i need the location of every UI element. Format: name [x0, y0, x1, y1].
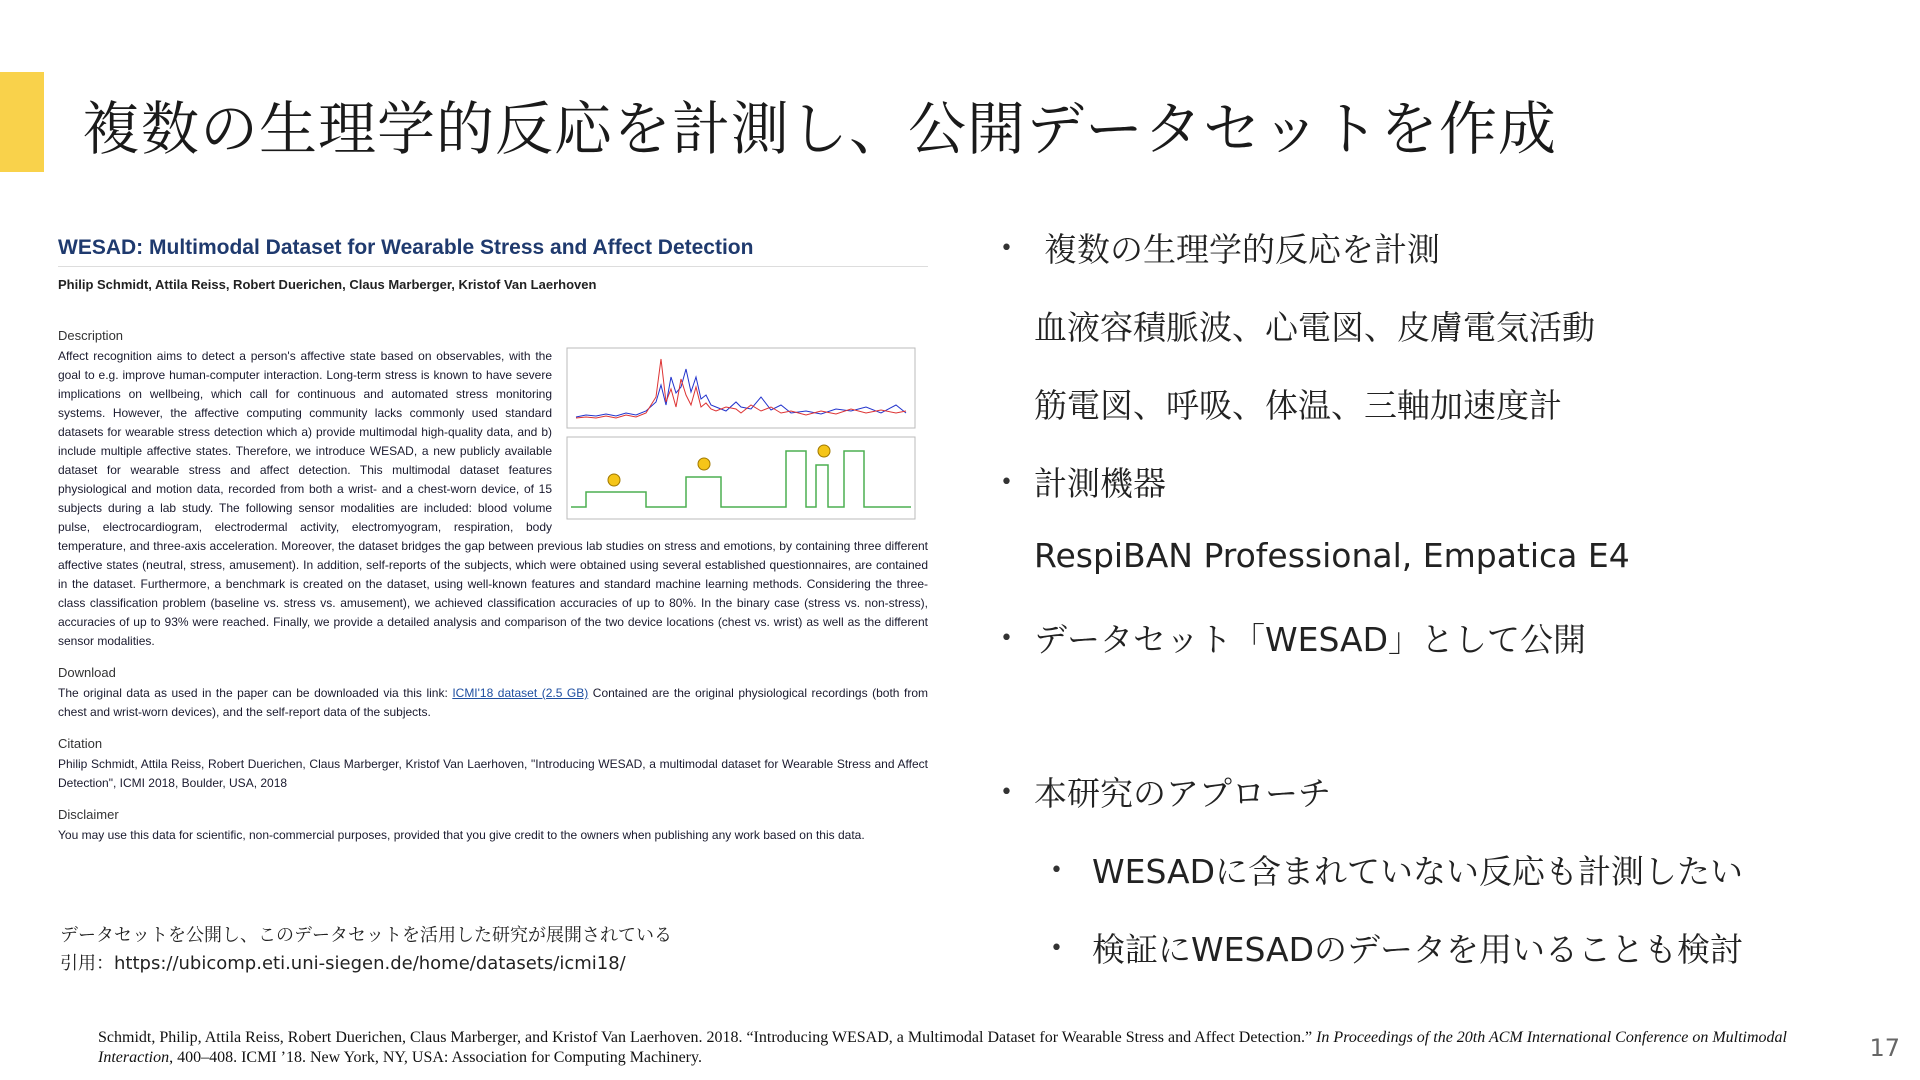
slide-title: 複数の生理学的反応を計測し、公開データセットを作成 [82, 95, 1558, 163]
bullet-approach: 本研究のアプローチ [1034, 774, 1331, 813]
bullet-dot: • [1000, 780, 1013, 805]
bullet-sub-signals-1: 血液容積脈波、心電図、皮膚電気活動 [1034, 308, 1595, 347]
title-accent-bar [0, 72, 44, 172]
bullet-sub-signals-2: 筋電図、呼吸、体温、三軸加速度計 [1034, 386, 1562, 425]
bullet-published: データセット「WESAD」として公開 [1034, 620, 1587, 659]
description-text: Affect recognition aims to detect a person's affective state based on observables, with the goal to e.g. improve human-computer interaction. Long-term stress is known to have severe implications on wellbeing, which call for continuous and automated stress monitoring systems. However, the affective computing community lacks commonly used standard datasets for wearable stress detection which a) provide multimodal high-quality data, and b) include multiple affective states. Therefore, we introduce WESAD, a new publicly available dataset for wearable stress and affect detection. This multimodal dataset features physiological and motion data, recorded from both a wrist- and a chest-worn device, of 15 subjects during a lab study. The following sensor modalities are included: blood volume pulse, electrocardiogram, electrodermal activity, electromyogram, respiration, body temperature, and three-axis acceleration. Moreover, the dataset bridges the gap between previous lab studies on stress and emotions, by containing three different affective states (neutral, stress, amusement). In addition, self-reports of the subjects, which were obtained using several established questionnaires, are contained in the dataset. Furthermore, a benchmark is created on the dataset, using well-known features and standard machine learning methods. Considering the three-class classification problem (baseline vs. stress vs. amusement), we achieved classification accuracies of up to 80%. In the binary case (stress vs. non-stress), accuracies of up to 93% were reached. Finally, we provide a detailed analysis and comparison of the two device locations (chest vs. wrist) as well as the different sensor modalities. [58, 349, 928, 648]
citation-heading: Citation [58, 736, 103, 751]
reference-footnote: Schmidt, Philip, Attila Reiss, Robert Duerichen, Claus Marberger, and Kristof Van Laerhoven. 2018. “Introducing WESAD, a Multimodal Dataset for Wearable Stress and Affect Detection.” In Proceedings of the 20th ACM International Conference on Multimodal Interaction, 400–408. ICMI ’18. New York, NY, USA: Association for Computing Machinery. [98, 1029, 1787, 1066]
wesad-webpage-screenshot [58, 236, 928, 896]
dataset-title: WESAD: Multimodal Dataset for Wearable Stress and Affect Detection [58, 236, 928, 267]
signal-plot-frame [567, 348, 915, 428]
smiley-icon [608, 474, 620, 486]
caption-line-1: データセットを公開し、このデータセットを活用した研究が展開されている [60, 925, 672, 946]
download-heading: Download [58, 665, 116, 680]
bullet-dot: • [1050, 858, 1063, 883]
disclaimer-heading: Disclaimer [58, 807, 119, 822]
download-text: The original data as used in the paper can be downloaded via this link: ICMI'18 dataset (2.5 GB) Contained are the original physiological recordings (both from chest and wrist-worn devices), and the self-report data of the subjects. [58, 686, 928, 719]
citation-text: Philip Schmidt, Attila Reiss, Robert Duerichen, Claus Marberger, Kristof Van Laerhoven, "Introducing WESAD, a multimodal dataset for Wearable Stress and Affect Detection", ICMI 2018, Boulder, USA, 2018 [58, 757, 928, 790]
bullet-measure-multiple: 複数の生理学的反応を計測 [1044, 230, 1440, 269]
stressed-face-icon [698, 458, 710, 470]
bullet-sub-devices: RespiBAN Professional, Empatica E4 [1034, 536, 1630, 575]
bullet-dot: • [1050, 936, 1063, 961]
bullet-devices: 計測機器 [1034, 464, 1166, 503]
bullet-dot: • [1000, 626, 1013, 651]
page-number: 17 [1869, 1034, 1900, 1062]
disclaimer-text: You may use this data for scientific, non-commercial purposes, provided that you give credit to the owners when publishing any work based on this data. [58, 828, 865, 842]
caption-source-url: 引用：https://ubicomp.eti.uni-siegen.de/home/datasets/icmi18/ [60, 953, 626, 974]
dataset-authors: Philip Schmidt, Attila Reiss, Robert Duerichen, Claus Marberger, Kristof Van Laerhoven [58, 277, 597, 292]
signal-figure [566, 347, 928, 522]
description-heading: Description [58, 328, 124, 343]
bullet-dot: • [1000, 236, 1013, 261]
dataset-download-link[interactable]: ICMI'18 dataset (2.5 GB) [452, 686, 589, 700]
bullet-sub-approach-2: 検証にWESADのデータを用いることも検討 [1092, 930, 1744, 969]
screenshot-caption [60, 922, 672, 978]
bullet-sub-approach-1: WESADに含まれていない反応も計測したい [1092, 852, 1744, 891]
happy-face-icon [818, 445, 830, 457]
bullet-dot: • [1000, 470, 1013, 495]
